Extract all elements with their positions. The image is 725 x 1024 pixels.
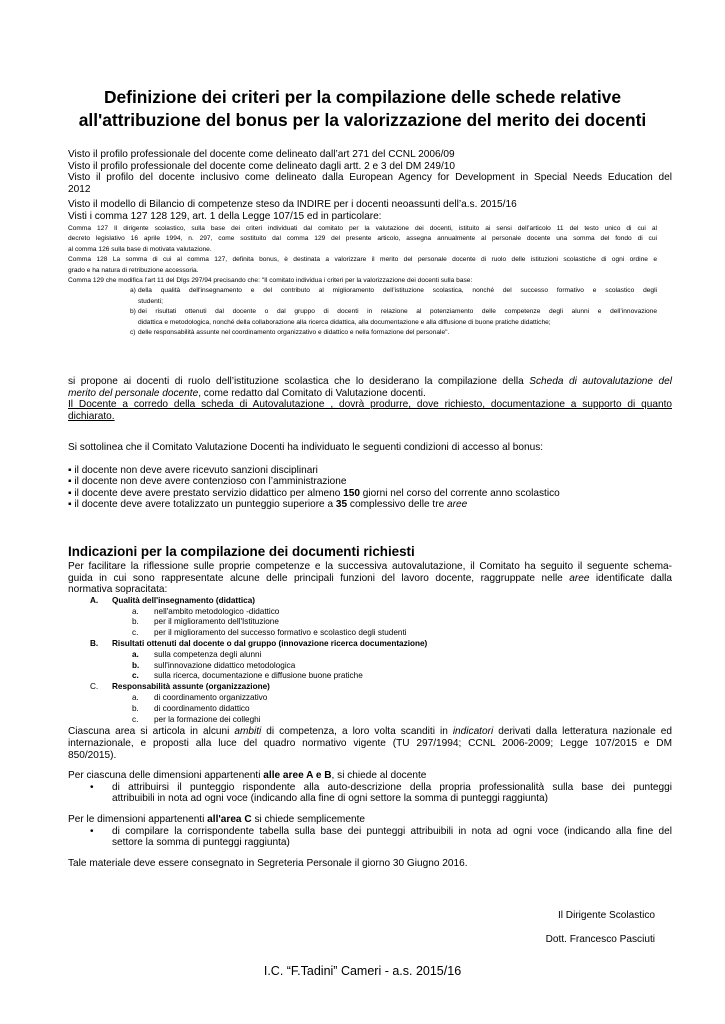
indications-heading: Indicazioni per la compilazione dei documenti richiesti [68,544,415,559]
comma-128-line-1: Comma 128 La somma di cui al comma 127, definita bonus, è destinata a valorizzare il merito del personale docente di ruolo delle istituzioni scolastiche di ogni ordine e [68,256,657,264]
criterion-a [68,286,657,307]
area-a-item: b. per il miglioramento dell'Istituzione [132,617,279,627]
dimensions-c-intro: Per le dimensioni appartenenti all'area C si chiede semplicemente [68,813,365,825]
criterion-b-line-2: didattica e metodologica, nonché della collaborazione alla ricerca didattica, alla documentazione e alla diffusione di buone pratiche didattiche; [138,318,551,326]
area-c-heading: C. Responsabilità assunte (organizzazione) [90,682,270,692]
bullet-icon: ▪ [68,476,72,488]
criterion-letter: b) [130,308,136,316]
indications-block [68,561,672,869]
condition-min-score: ▪ il docente deve avere totalizzato un punteggio superiore a 35 complessivo delle tre aree [68,499,468,511]
bullet-icon: ▪ [68,464,72,476]
indications-line-2: guida in cui sono rappresentate alcune delle principali funzioni del lavoro docente, raggruppate nelle aree identificate dalla [68,572,672,584]
criterion-a-line-2: studenti; [138,297,163,305]
condition-no-sanctions: ▪ il docente non deve avere ricevuto sanzioni disciplinari [68,464,318,476]
reference-dm: Visto il profilo professionale del docente come delineato dagli artt. 2 e 3 del DM 249/10 [68,160,455,172]
area-c-item: c. per la formazione dei colleghi [132,714,261,724]
title-line-2: all'attribuzione del bonus per la valorizzazione del merito dei docenti [78,110,647,130]
bullet-icon: • [90,825,94,837]
references-block [68,149,672,223]
bullet-icon: ▪ [68,499,72,511]
documentation-note-line-1: Il Docente a corredo della scheda di Autovalutazione , dovrà produrre, dove richiesto, documentazione a supporto di quanto [68,399,672,411]
documentation-note-line-2: dichiarato. [68,410,115,422]
page-footer: I.C. “F.Tadini” Cameri - a.s. 2015/16 [263,964,462,978]
dimensions-ab-instruction [68,782,672,805]
dimensions-c-instruction [68,826,672,849]
title-line-1: Definizione dei criteri per la compilazione delle schede relative [103,87,622,107]
comma-129: Comma 129 che modifica l’art 11 del Dlgs 297/94 precisando che: "Il comitato individua i criteri per la valorizzazione dei docenti sulla base: [68,277,473,285]
conditions-intro: Si sottolinea che il Comitato Valutazione Docenti ha individuato le seguenti condizioni di accesso al bonus: [68,442,544,453]
criterion-c-line-1: delle responsabilità assunte nel coordinamento organizzativo e didattico e nella formazione del personale". [138,329,450,337]
criterion-b [68,307,657,328]
proposal-line-1: si propone ai docenti di ruolo dell’istituzione scolastica che lo desiderano la compilazione della Scheda di autovalutazione del [68,376,672,387]
area-c-item: a. di coordinamento organizzativo [132,692,268,702]
criterion-c [68,328,657,338]
condition-no-litigation: ▪ il docente non deve avere contenzioso con l’amministrazione [68,476,347,488]
indications-line-3: normativa sopracitata: [68,584,168,596]
criterion-b-line-1: dei risultati ottenuti dal docente o dal gruppo di docenti in relazione al potenziamento delle competenze degli alunni e dell’innovazione [138,308,657,316]
area-b-item: c. sulla ricerca, documentazione e diffusione buone pratiche [132,671,363,681]
area-a-item: c. per il miglioramento del successo formativo e scolastico degli studenti [132,628,407,638]
area-b-item: b. sull'innovazione didattico metodologica [132,660,296,670]
indications-line-1: Per facilitare la riflessione sulle proprie competenze e la successiva autovalutazione, il Comitato ha seguito il seguente schema- [68,561,672,572]
comma-128-line-2: grado e ha natura di retribuzione accessoria. [68,266,199,274]
bullet-icon: • [90,781,94,793]
comma-127-line-2: decreto legislativo 16 aprile 1994, n. 297, come sostituito dal comma 129 del presente articolo, assegna annualmente al personale docente una somma del fondo di cui [68,235,657,243]
conditions-block [68,442,672,511]
dimensions-ab-intro: Per ciascuna delle dimensioni appartenenti alle aree A e B, si chiede al docente [68,770,427,782]
signature-role: Il Dirigente Scolastico [557,910,655,921]
areas-line-1: Ciascuna area si articola in alcuni ambiti di competenza, a loro volta scanditi in indicatori derivati dalla letteratura nazionale ed [68,726,672,738]
area-c-item: b. di coordinamento didattico [132,703,250,713]
reference-indire: Visto il modello di Bilancio di competenze steso da INDIRE per i docenti neoassunti dell’a.s. 2015/16 [68,199,517,211]
area-a-heading: A. Qualità dell'insegnamento (didattica) [90,595,255,605]
area-b-item: a. sulla competenza degli alunni [132,649,262,659]
deadline-note: Tale materiale deve essere consegnato in Segreteria Personale il giorno 30 Giugno 2016. [68,857,468,869]
criterion-a-line-1: della qualità dell'insegnamento e del contributo al miglioramento dell’istituzione scolastica, nonché del successo formativo e scolastico degli [138,287,657,295]
law-excerpt [68,224,657,338]
reference-european-agency-year: 2012 [68,183,91,195]
proposal-line-2: merito del personale docente, come redatto dal Comitato di Valutazione docenti. [68,387,426,399]
reference-ccnl: Visto il profilo professionale del docente come delineato dall’art 271 del CCNL 2006/09 [68,149,455,160]
dimensions-ab-line-1: di attribuirsi il punteggio rispondente alla auto-descrizione della propria professionalità sulla base dei punteggi [112,781,672,793]
areas-line-3: 850/2015). [68,749,117,761]
area-b-heading: B. Risultati ottenuti dal docente o dal gruppo (innovazione ricerca documentazione) [90,638,428,648]
dimensions-c-line-1: di compilare la corrispondente tabella sulla base dei punteggi attribuibili in nota ad ogni voce (indicando alla fine del [112,825,672,837]
criterion-letter: c) [130,329,136,337]
document-title [40,86,685,132]
dimensions-ab-line-2: attribuibili in nota ad ogni voce (indicando alla fine di ogni settore la somma di punteggi raggiunta) [112,793,548,805]
areas-line-2: internazionale, e proposti alla luce del quadro normativo vigente (TU 297/1994; CCNL 2006-2009; Legge 107/2015 e DM [68,737,672,749]
criterion-letter: a) [130,287,136,295]
bullet-icon: ▪ [68,487,72,499]
areas-outline [68,596,672,726]
reference-european-agency: Visto il profilo del docente inclusivo come delineato dalla European Agency for Development in Special Needs Education del [68,172,672,184]
comma-127-line-1: Comma 127 Il dirigente scolastico, sulla base dei criteri individuati dal comitato per la valutazione dei docenti, istituito ai sensi dell’articolo 11 del testo unico di cui al [68,225,657,232]
area-a-item: a. nell'ambito metodologico -didattico [132,606,280,616]
comma-127-line-3: al comma 126 sulla base di motivata valutazione. [68,245,212,253]
signature-name: Dott. Francesco Pasciuti [545,934,655,945]
dimensions-c-line-2: settore la somma di punteggi raggiunta) [112,837,290,849]
proposal-block [68,376,672,422]
reference-legge: Visti i comma 127 128 129, art. 1 della Legge 107/15 ed in particolare: [68,210,382,222]
condition-service-days: ▪ il docente deve avere prestato servizio didattico per almeno 150 giorni nel corso del corrente anno scolastico [68,487,560,499]
